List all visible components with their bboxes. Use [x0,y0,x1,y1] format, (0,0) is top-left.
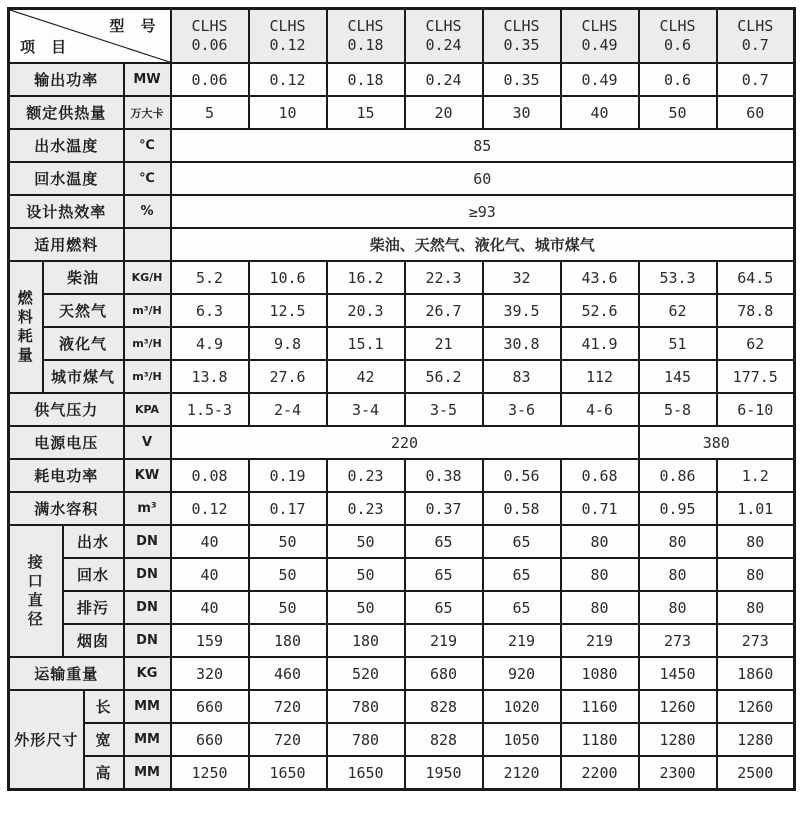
split-value-cell: 220 [171,426,639,459]
row-label-cell: 回水 [63,558,124,591]
value-cell: 4.9 [171,327,249,360]
model-header-cell [405,9,483,64]
table-row [9,657,795,690]
value-cell: 10 [249,96,327,129]
model-header-cell [327,9,405,64]
model-prefix: CLHS [503,17,540,35]
row-label-cell: 耗电功率 [9,459,124,492]
value-cell: 5 [171,96,249,129]
row-label-cell: 回水温度 [9,162,124,195]
row-label-cell: 长 [84,690,124,723]
value-cell: 65 [405,591,483,624]
value-cell: 1.5-3 [171,393,249,426]
row-unit-cell: MW [124,63,171,96]
value-cell: 16.2 [327,261,405,294]
value-cell: 1160 [561,690,639,723]
value-cell: 20 [405,96,483,129]
value-cell: 112 [561,360,639,393]
value-cell: 9.8 [249,327,327,360]
value-cell: 460 [249,657,327,690]
value-cell: 0.18 [327,63,405,96]
table-row [9,525,795,558]
value-cell: 80 [639,558,717,591]
value-cell: 83 [483,360,561,393]
value-cell: 0.19 [249,459,327,492]
value-cell: 80 [717,525,795,558]
split-value-cell: 380 [639,426,795,459]
value-cell: 0.17 [249,492,327,525]
value-cell: 40 [171,525,249,558]
model-header-cell [639,9,717,64]
table-row [9,162,795,195]
model-size: 0.06 [191,36,228,54]
value-cell: 30 [483,96,561,129]
value-cell: 180 [327,624,405,657]
value-cell: 80 [561,558,639,591]
row-label-cell: 柴油 [43,261,124,294]
value-cell: 273 [639,624,717,657]
row-unit-cell: 万大卡 [124,96,171,129]
row-label-cell: 液化气 [43,327,124,360]
table-row [9,624,795,657]
value-cell: 65 [483,525,561,558]
row-label-cell: 电源电压 [9,426,124,459]
model-header-cell [561,9,639,64]
table-row [9,63,795,96]
row-label-cell: 满水容积 [9,492,124,525]
value-cell: 780 [327,690,405,723]
row-unit-cell: ℃ [124,129,171,162]
row-label-cell: 适用燃料 [9,228,124,261]
value-cell: 1020 [483,690,561,723]
value-cell: 13.8 [171,360,249,393]
value-cell: 50 [327,525,405,558]
model-prefix: CLHS [581,17,618,35]
value-cell: 0.06 [171,63,249,96]
value-cell: 3-5 [405,393,483,426]
model-size: 0.7 [741,36,769,54]
spec-table [7,7,796,791]
corner-model-label: 型 号 [109,18,162,35]
value-cell: 78.8 [717,294,795,327]
value-cell: 50 [327,558,405,591]
value-cell: 22.3 [405,261,483,294]
value-cell: 80 [561,525,639,558]
model-size: 0.12 [269,36,306,54]
model-prefix: CLHS [737,17,774,35]
value-cell: 65 [483,558,561,591]
table-row [9,294,795,327]
merged-value-cell: 85 [171,129,795,162]
value-cell: 0.23 [327,459,405,492]
row-unit-cell: KPA [124,393,171,426]
value-cell: 0.37 [405,492,483,525]
value-cell: 64.5 [717,261,795,294]
model-prefix: CLHS [269,17,306,35]
row-unit-cell: % [124,195,171,228]
value-cell: 27.6 [249,360,327,393]
value-cell: 3-6 [483,393,561,426]
table-row [9,558,795,591]
row-unit-cell: ℃ [124,162,171,195]
value-cell: 26.7 [405,294,483,327]
value-cell: 1.01 [717,492,795,525]
row-label-cell: 额定供热量 [9,96,124,129]
value-cell: 50 [249,558,327,591]
table-row [9,327,795,360]
row-label-cell: 出水 [63,525,124,558]
value-cell: 51 [639,327,717,360]
row-unit-cell: KG/H [124,261,171,294]
value-cell: 0.6 [639,63,717,96]
value-cell: 828 [405,723,483,756]
row-label-cell: 运输重量 [9,657,124,690]
model-size: 0.49 [581,36,618,54]
model-prefix: CLHS [191,17,228,35]
table-row [9,459,795,492]
value-cell: 1.2 [717,459,795,492]
value-cell: 1860 [717,657,795,690]
group-label-cell: 燃 料 耗 量 [9,261,43,393]
row-unit-cell: DN [124,558,171,591]
row-label-cell: 排污 [63,591,124,624]
model-prefix: CLHS [425,17,462,35]
value-cell: 0.35 [483,63,561,96]
value-cell: 2-4 [249,393,327,426]
group-label-cell: 外形尺寸 [9,690,84,790]
value-cell: 2500 [717,756,795,790]
row-unit-cell: m³ [124,492,171,525]
value-cell: 145 [639,360,717,393]
model-size: 0.24 [425,36,462,54]
value-cell: 20.3 [327,294,405,327]
table-row [9,393,795,426]
value-cell: 5.2 [171,261,249,294]
corner-item-label: 项 目 [20,39,73,56]
value-cell: 660 [171,723,249,756]
header-row [9,9,795,64]
group-label-cell: 接 口 直 径 [9,525,63,657]
value-cell: 80 [639,525,717,558]
value-cell: 0.49 [561,63,639,96]
value-cell: 720 [249,690,327,723]
value-cell: 660 [171,690,249,723]
row-label-cell: 宽 [84,723,124,756]
row-label-cell: 高 [84,756,124,790]
value-cell: 56.2 [405,360,483,393]
row-label-cell: 天然气 [43,294,124,327]
value-cell: 159 [171,624,249,657]
value-cell: 219 [483,624,561,657]
row-label-cell: 烟囱 [63,624,124,657]
row-unit-cell: MM [124,756,171,790]
value-cell: 40 [561,96,639,129]
row-unit-cell: m³/H [124,360,171,393]
value-cell: 680 [405,657,483,690]
value-cell: 5-8 [639,393,717,426]
merged-value-cell: 60 [171,162,795,195]
model-header-cell [171,9,249,64]
value-cell: 0.38 [405,459,483,492]
value-cell: 41.9 [561,327,639,360]
value-cell: 1260 [717,690,795,723]
value-cell: 50 [249,525,327,558]
row-unit-cell: m³/H [124,294,171,327]
value-cell: 0.86 [639,459,717,492]
value-cell: 80 [717,558,795,591]
table-row [9,492,795,525]
table-row [9,360,795,393]
table-row [9,426,795,459]
row-unit-cell: DN [124,624,171,657]
value-cell: 80 [561,591,639,624]
value-cell: 10.6 [249,261,327,294]
value-cell: 0.08 [171,459,249,492]
value-cell: 6.3 [171,294,249,327]
value-cell: 0.68 [561,459,639,492]
model-prefix: CLHS [347,17,384,35]
value-cell: 3-4 [327,393,405,426]
model-header-cell [249,9,327,64]
value-cell: 520 [327,657,405,690]
value-cell: 219 [561,624,639,657]
value-cell: 4-6 [561,393,639,426]
model-prefix: CLHS [659,17,696,35]
value-cell: 65 [483,591,561,624]
model-size: 0.6 [663,36,692,54]
value-cell: 1650 [249,756,327,790]
value-cell: 828 [405,690,483,723]
value-cell: 0.71 [561,492,639,525]
row-label-cell: 输出功率 [9,63,124,96]
table-row [9,228,795,261]
table-row [9,756,795,790]
value-cell: 1950 [405,756,483,790]
row-unit-cell: MM [124,723,171,756]
model-header-cell [483,9,561,64]
row-unit-cell: m³/H [124,327,171,360]
value-cell: 6-10 [717,393,795,426]
value-cell: 40 [171,558,249,591]
value-cell: 15.1 [327,327,405,360]
value-cell: 1650 [327,756,405,790]
value-cell: 219 [405,624,483,657]
value-cell: 80 [717,591,795,624]
row-unit-cell [124,228,171,261]
row-label-cell: 城市煤气 [43,360,124,393]
value-cell: 50 [327,591,405,624]
value-cell: 12.5 [249,294,327,327]
value-cell: 15 [327,96,405,129]
model-header-cell [717,9,795,64]
value-cell: 62 [717,327,795,360]
value-cell: 177.5 [717,360,795,393]
value-cell: 320 [171,657,249,690]
merged-value-cell: ≥93 [171,195,795,228]
value-cell: 1080 [561,657,639,690]
spec-table-body [9,63,795,790]
row-label-cell: 供气压力 [9,393,124,426]
table-row [9,690,795,723]
value-cell: 0.95 [639,492,717,525]
value-cell: 43.6 [561,261,639,294]
value-cell: 1260 [639,690,717,723]
row-label-cell: 出水温度 [9,129,124,162]
table-row [9,96,795,129]
value-cell: 42 [327,360,405,393]
row-unit-cell: KW [124,459,171,492]
table-row [9,261,795,294]
value-cell: 0.12 [249,63,327,96]
row-unit-cell: DN [124,591,171,624]
value-cell: 53.3 [639,261,717,294]
corner-cell [9,9,171,64]
table-row [9,591,795,624]
value-cell: 50 [639,96,717,129]
value-cell: 32 [483,261,561,294]
value-cell: 40 [171,591,249,624]
value-cell: 1250 [171,756,249,790]
row-unit-cell: MM [124,690,171,723]
value-cell: 0.12 [171,492,249,525]
row-unit-cell: V [124,426,171,459]
table-row [9,723,795,756]
value-cell: 1280 [639,723,717,756]
value-cell: 60 [717,96,795,129]
value-cell: 273 [717,624,795,657]
model-size: 0.35 [503,36,540,54]
value-cell: 30.8 [483,327,561,360]
value-cell: 1450 [639,657,717,690]
value-cell: 1280 [717,723,795,756]
value-cell: 50 [249,591,327,624]
table-row [9,195,795,228]
value-cell: 720 [249,723,327,756]
value-cell: 39.5 [483,294,561,327]
value-cell: 52.6 [561,294,639,327]
value-cell: 65 [405,525,483,558]
value-cell: 0.56 [483,459,561,492]
model-size: 0.18 [347,36,384,54]
value-cell: 920 [483,657,561,690]
value-cell: 2200 [561,756,639,790]
value-cell: 0.24 [405,63,483,96]
row-unit-cell: DN [124,525,171,558]
value-cell: 2300 [639,756,717,790]
value-cell: 80 [639,591,717,624]
row-unit-cell: KG [124,657,171,690]
value-cell: 1180 [561,723,639,756]
value-cell: 21 [405,327,483,360]
value-cell: 180 [249,624,327,657]
value-cell: 2120 [483,756,561,790]
merged-value-cell: 柴油、天然气、液化气、城市煤气 [171,228,795,261]
row-label-cell: 设计热效率 [9,195,124,228]
value-cell: 62 [639,294,717,327]
value-cell: 0.58 [483,492,561,525]
table-row [9,129,795,162]
value-cell: 0.23 [327,492,405,525]
value-cell: 780 [327,723,405,756]
value-cell: 1050 [483,723,561,756]
value-cell: 65 [405,558,483,591]
value-cell: 0.7 [717,63,795,96]
